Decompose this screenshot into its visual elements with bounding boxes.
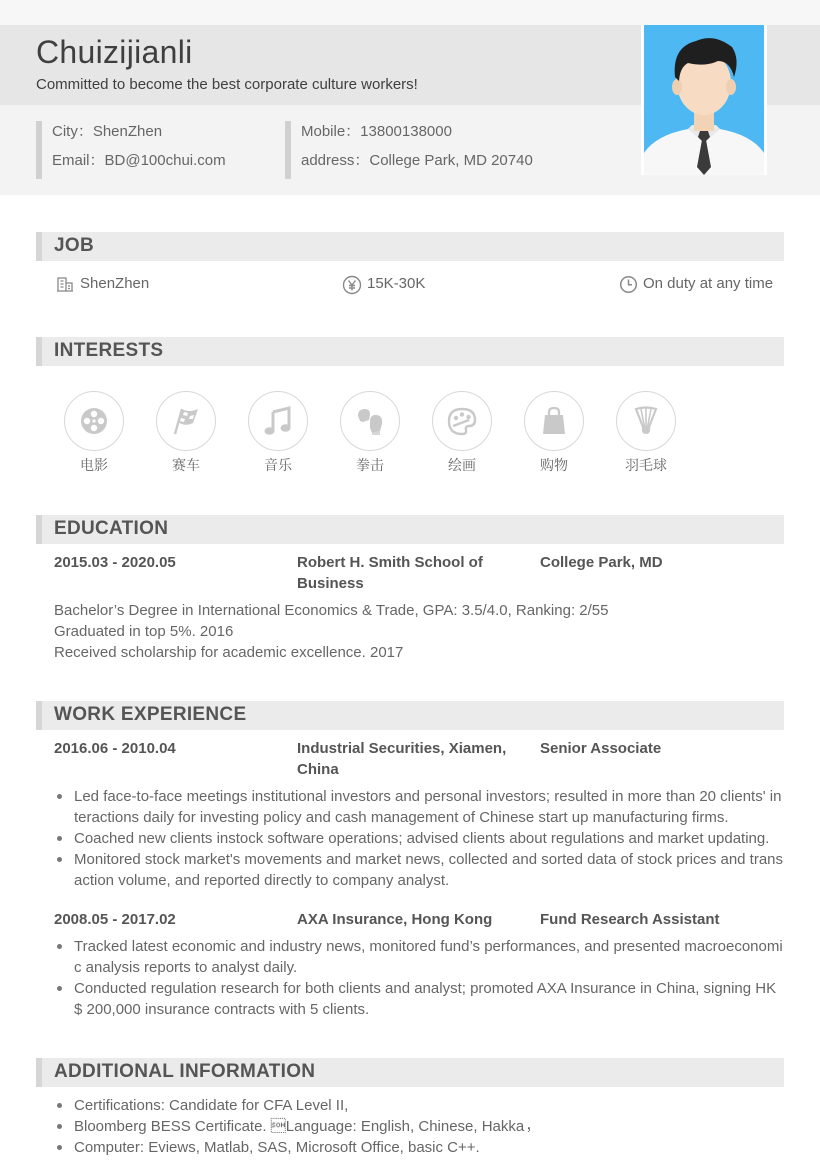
section-title-additional: ADDITIONAL INFORMATION xyxy=(54,1061,316,1082)
top-strip xyxy=(0,0,820,25)
list-item: Coached new clients instock software operations; advised clients about regulations and market updating. xyxy=(54,828,784,849)
interest-item-shopping xyxy=(524,391,584,473)
palette-icon xyxy=(447,406,477,436)
interest-item-film xyxy=(64,391,124,473)
job-salary xyxy=(342,272,462,296)
work-bullet-list xyxy=(54,786,784,891)
avatar-illustration xyxy=(644,25,764,175)
contact-mobile: Mobile：13800138000 xyxy=(301,123,452,140)
film-reel-icon xyxy=(79,406,109,436)
section-title-work: WORK EXPERIENCE xyxy=(54,704,247,725)
section-title-job: JOB xyxy=(54,235,94,256)
list-item: Monitored stock market's movements and market news, collected and sorted data of stock prices and transaction volume, and reported directly to company analyst. xyxy=(54,849,784,891)
section-title-education: EDUCATION xyxy=(54,518,169,539)
yen-icon xyxy=(342,275,362,295)
section-header-work xyxy=(36,701,784,730)
interest-label: 音乐 xyxy=(264,457,292,473)
interest-label: 电影 xyxy=(80,457,108,473)
work-title: Fund Research Assistant xyxy=(540,911,720,928)
education-detail: Received scholarship for academic excellence. 2017 xyxy=(54,644,404,661)
work-title: Senior Associate xyxy=(540,740,662,757)
interest-label: 赛车 xyxy=(172,457,200,473)
list-item: Certifications: Candidate for CFA Level II, xyxy=(54,1095,784,1116)
job-availability-text: On duty at any time xyxy=(643,275,774,292)
building-icon xyxy=(56,275,74,293)
education-school: Robert H. Smith School of Business xyxy=(297,554,483,592)
work-dates: 2016.06 - 2010.04 xyxy=(54,740,176,757)
contact-city: City：ShenZhen xyxy=(52,123,163,140)
education-dates: 2015.03 - 2020.05 xyxy=(54,554,176,571)
racing-flag-icon xyxy=(171,406,201,436)
interest-item-badminton xyxy=(616,391,676,473)
education-location: College Park, MD xyxy=(540,554,663,571)
section-header-interests xyxy=(36,337,784,366)
interest-item-music xyxy=(248,391,308,473)
section-header-job xyxy=(36,232,784,261)
list-item: Conducted regulation research for both clients and analyst; promoted AXA Insurance in China, signing HK$ 200,000 insurance contracts with 5 clients. xyxy=(54,978,784,1020)
avatar xyxy=(644,25,764,175)
work-bullet-list xyxy=(54,936,784,1020)
job-location xyxy=(56,272,176,296)
avatar-frame xyxy=(641,25,767,175)
job-location-text: ShenZhen xyxy=(80,275,150,292)
contact-email[interactable]: Email：BD@100chui.com xyxy=(52,152,226,169)
interest-item-painting xyxy=(432,391,492,473)
interest-label: 羽毛球 xyxy=(625,457,667,473)
interest-label: 拳击 xyxy=(356,457,384,473)
additional-bullet-list xyxy=(54,1095,784,1158)
interest-label: 绘画 xyxy=(448,457,476,473)
contact-address: address：College Park, MD 20740 xyxy=(301,152,533,169)
boxing-glove-icon xyxy=(355,406,385,436)
section-header-education xyxy=(36,515,784,544)
contact-column-right xyxy=(285,121,533,179)
interest-item-boxing xyxy=(340,391,400,473)
job-availability xyxy=(619,272,784,296)
list-item: Tracked latest economic and industry news, monitored fund’s performances, and presented macroeconomic analysis reports to analyst daily. xyxy=(54,936,784,978)
resume-tagline: Committed to become the best corporate culture workers! xyxy=(36,76,418,93)
work-company: AXA Insurance, Hong Kong xyxy=(297,911,493,928)
section-header-additional xyxy=(36,1058,784,1087)
list-item: Bloomberg BESS Certificate. Language: English, Chinese, Hakka， xyxy=(54,1116,784,1137)
work-dates: 2008.05 - 2017.02 xyxy=(54,911,176,928)
contact-column-left xyxy=(36,121,226,179)
interest-item-racing xyxy=(156,391,216,473)
interest-label: 购物 xyxy=(540,457,568,473)
section-title-interests: INTERESTS xyxy=(54,340,164,361)
work-company: Industrial Securities, Xiamen, China xyxy=(297,740,507,778)
resume-name: Chuizijianli xyxy=(36,34,193,70)
shopping-bag-icon xyxy=(539,406,569,436)
list-item: Computer: Eviews, Matlab, SAS, Microsoft Office, basic C++. xyxy=(54,1137,784,1158)
music-note-icon xyxy=(263,406,293,436)
list-item: Led face-to-face meetings institutional investors and personal investors; resulted in more than 20 clients' interactions daily for investing policy and cash management of Chinese start up manufacturing firms. xyxy=(54,786,784,828)
clock-icon xyxy=(619,275,638,294)
education-detail: Bachelor’s Degree in International Economics & Trade, GPA: 3.5/4.0, Ranking: 2/55 xyxy=(54,602,609,619)
education-detail: Graduated in top 5%. 2016 xyxy=(54,623,234,640)
job-salary-text: 15K-30K xyxy=(367,275,426,292)
shuttlecock-icon xyxy=(631,406,661,436)
